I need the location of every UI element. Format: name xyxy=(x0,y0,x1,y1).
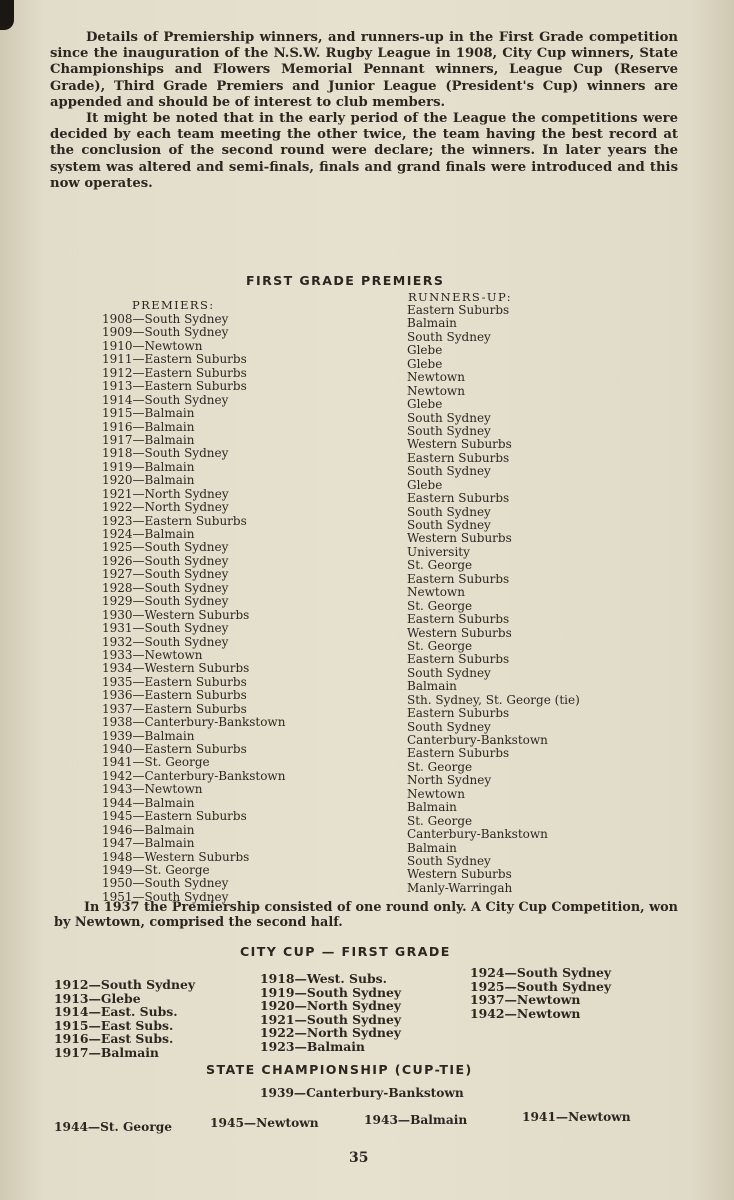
runner-up-entry: Glebe xyxy=(407,477,443,492)
premier-entry: 1948—Western Suburbs xyxy=(102,849,250,864)
premier-entry: 1930—Western Suburbs xyxy=(102,607,250,622)
city-cup-entry: 1918—West. Subs. xyxy=(260,971,387,986)
premier-entry: 1940—Eastern Suburbs xyxy=(102,742,247,756)
city-cup-entry: 1922—North Sydney xyxy=(260,1025,401,1040)
premiers-list xyxy=(102,313,285,904)
premiers-column-label: PREMIERS: xyxy=(132,298,215,312)
runner-up-entry: St. George xyxy=(407,638,473,653)
premier-entry: 1946—Balmain xyxy=(102,822,195,837)
runner-up-entry: Eastern Suburbs xyxy=(407,706,510,721)
city-cup-column-3 xyxy=(470,966,611,1020)
state-championship-entry: 1943—Balmain xyxy=(364,1113,468,1127)
note-text: In 1937 the Premiership consisted of one round only. A City Cup Competition, won by Newtown, comprised the second half. xyxy=(54,900,678,930)
city-cup-entry: 1920—North Sydney xyxy=(260,998,401,1013)
premier-entry: 1909—South Sydney xyxy=(102,325,229,340)
premier-entry: 1922—North Sydney xyxy=(102,500,229,515)
city-cup-entry: 1925—South Sydney xyxy=(470,978,612,994)
premier-entry: 1908—South Sydney xyxy=(102,312,229,326)
runner-up-entry: North Sydney xyxy=(407,773,492,788)
city-cup-column-2 xyxy=(260,972,401,1053)
premier-entry: 1945—Eastern Suburbs xyxy=(102,809,247,824)
runner-up-entry: University xyxy=(407,544,470,559)
city-cup-entry: 1915—East Subs. xyxy=(54,1017,174,1033)
runner-up-entry: South Sydney xyxy=(407,518,491,532)
city-cup-entry: 1921—South Sydney xyxy=(260,1011,402,1027)
premier-entry: 1941—St. George xyxy=(102,755,210,770)
city-cup-entry: 1912—South Sydney xyxy=(54,977,196,992)
premier-entry: 1943—Newtown xyxy=(102,782,203,797)
premier-entry: 1937—Eastern Suburbs xyxy=(102,701,247,716)
runner-up-entry: Newtown xyxy=(407,786,465,801)
runner-up-entry: Eastern Suburbs xyxy=(407,652,510,667)
premier-entry: 1921—North Sydney xyxy=(102,486,229,501)
premier-entry: 1950—South Sydney xyxy=(102,876,229,891)
runner-up-entry: Sth. Sydney, St. George (tie) xyxy=(407,692,580,707)
note-1937 xyxy=(54,900,678,930)
intro-text xyxy=(50,30,678,192)
runner-up-entry: Balmain xyxy=(407,840,457,855)
page-number: 35 xyxy=(349,1150,369,1166)
city-cup-heading: CITY CUP — FIRST GRADE xyxy=(240,944,451,959)
premier-entry: 1911—Eastern Suburbs xyxy=(102,352,247,367)
premier-entry: 1944—Balmain xyxy=(102,795,195,810)
state-championship-1939: 1939—Canterbury-Bankstown xyxy=(260,1086,464,1100)
intro-paragraph-1: Details of Premiership winners, and runners-up in the First Grade competition since the inauguration of the N.S.W. Rugby League in 1908, City Cup winners, State Championships and Flowers Memorial Pennant winners, League Cup (Reserve Grade), Third Grade Premiers and Junior League (President's Cup) winners are appended and should be of interest to club members. xyxy=(50,30,678,110)
premier-entry: 1949—St. George xyxy=(102,862,210,877)
runner-up-entry: Eastern Suburbs xyxy=(407,491,510,506)
premier-entry: 1916—Balmain xyxy=(102,419,195,434)
premier-entry: 1931—South Sydney xyxy=(102,621,229,636)
premier-entry: 1928—South Sydney xyxy=(102,580,229,595)
runner-up-entry: South Sydney xyxy=(407,423,491,438)
premier-entry: 1914—South Sydney xyxy=(102,392,229,407)
runner-up-entry: Balmain xyxy=(407,679,457,694)
runner-up-entry: South Sydney xyxy=(407,853,491,868)
premier-entry: 1933—Newtown xyxy=(102,647,203,662)
runner-up-entry: St. George xyxy=(407,759,473,774)
city-cup-entry: 1917—Balmain xyxy=(54,1044,159,1060)
premier-entry: 1947—Balmain xyxy=(102,836,195,851)
runner-up-entry: St. George xyxy=(407,558,473,573)
city-cup-entry: 1937—Newtown xyxy=(470,992,581,1007)
premier-entry: 1938—Canterbury-Bankstown xyxy=(102,715,286,730)
premier-entry: 1934—Western Suburbs xyxy=(102,661,250,676)
city-cup-entry: 1916—East Subs. xyxy=(54,1031,174,1046)
premier-entry: 1924—Balmain xyxy=(102,527,195,541)
premier-entry: 1939—Balmain xyxy=(102,728,195,743)
premier-entry: 1935—Eastern Suburbs xyxy=(102,674,247,689)
runner-up-entry: Western Suburbs xyxy=(407,867,512,882)
premier-entry: 1917—Balmain xyxy=(102,432,195,447)
city-cup-entry: 1942—Newtown xyxy=(470,1005,581,1021)
premier-entry: 1929—South Sydney xyxy=(102,594,229,609)
runner-up-entry: Western Suburbs xyxy=(407,625,512,640)
runner-up-entry: Balmain xyxy=(407,800,457,815)
runner-up-entry: Eastern Suburbs xyxy=(407,746,510,761)
state-championship-entry: 1941—Newtown xyxy=(522,1110,631,1124)
premier-entry: 1920—Balmain xyxy=(102,473,195,488)
premier-entry: 1925—South Sydney xyxy=(102,540,229,555)
runner-up-entry: Glebe xyxy=(407,343,443,358)
runner-up-entry: Western Suburbs xyxy=(407,531,512,546)
runner-up-entry: Canterbury-Bankstown xyxy=(407,733,548,747)
city-cup-entry: 1913—Glebe xyxy=(54,990,141,1006)
runners-up-list xyxy=(407,304,580,895)
premier-entry: 1919—Balmain xyxy=(102,459,195,474)
runner-up-entry: Newtown xyxy=(407,383,465,398)
premier-entry: 1912—Eastern Suburbs xyxy=(102,365,247,380)
premiers-heading: FIRST GRADE PREMIERS xyxy=(246,273,445,288)
runner-up-entry: South Sydney xyxy=(407,464,491,479)
premier-entry: 1951—South Sydney xyxy=(102,889,229,904)
city-cup-entry: 1924—South Sydney xyxy=(470,965,612,980)
runner-up-entry: Newtown xyxy=(407,585,465,600)
runner-up-entry: Balmain xyxy=(407,316,457,331)
runner-up-entry: Manly-Warringah xyxy=(407,880,513,895)
premier-entry: 1927—South Sydney xyxy=(102,567,229,582)
runners-up-column-label: RUNNERS-UP: xyxy=(408,290,513,304)
premier-entry: 1913—Eastern Suburbs xyxy=(102,379,247,394)
runner-up-entry: Glebe xyxy=(407,356,443,371)
premier-entry: 1932—South Sydney xyxy=(102,634,229,649)
runner-up-entry: St. George xyxy=(407,598,473,613)
city-cup-column-1 xyxy=(54,978,195,1059)
runner-up-entry: St. George xyxy=(407,813,473,828)
city-cup-entry: 1923—Balmain xyxy=(260,1038,365,1054)
runner-up-entry: Eastern Suburbs xyxy=(407,571,510,586)
state-championship-entry: 1944—St. George xyxy=(54,1120,173,1134)
runner-up-entry: Glebe xyxy=(407,397,443,412)
runner-up-entry: Canterbury-Bankstown xyxy=(407,827,548,842)
runner-up-entry: Newtown xyxy=(407,370,465,385)
premier-entry: 1926—South Sydney xyxy=(102,553,229,568)
premier-entry: 1918—South Sydney xyxy=(102,446,229,461)
premier-entry: 1923—Eastern Suburbs xyxy=(102,513,247,528)
premier-entry: 1910—Newtown xyxy=(102,338,203,353)
runner-up-entry: South Sydney xyxy=(407,719,491,734)
runner-up-entry: Western Suburbs xyxy=(407,437,512,452)
premier-entry: 1942—Canterbury-Bankstown xyxy=(102,768,286,783)
runner-up-entry: Eastern Suburbs xyxy=(407,303,510,317)
intro-paragraph-2: It might be noted that in the early period of the League the competitions were decided by each team meeting the other twice, the team having the best record at the conclusion of the second round were declare; the winners. In later years the system was altered and semi-finals, finals and grand finals were introduced and this now operates. xyxy=(50,111,678,191)
premier-entry: 1936—Eastern Suburbs xyxy=(102,688,247,703)
city-cup-entry: 1914—East. Subs. xyxy=(54,1004,178,1019)
runner-up-entry: South Sydney xyxy=(407,665,491,680)
runner-up-entry: South Sydney xyxy=(407,504,491,519)
state-championship-heading: STATE CHAMPIONSHIP (CUP-TIE) xyxy=(206,1062,473,1077)
runner-up-entry: Eastern Suburbs xyxy=(407,612,510,627)
premier-entry: 1915—Balmain xyxy=(102,406,195,421)
runner-up-entry: South Sydney xyxy=(407,329,491,344)
page-edge-mark xyxy=(0,0,14,30)
state-championship-entry: 1945—Newtown xyxy=(210,1116,319,1130)
city-cup-entry: 1919—South Sydney xyxy=(260,984,402,1000)
runner-up-entry: South Sydney xyxy=(407,410,491,425)
runner-up-entry: Eastern Suburbs xyxy=(407,450,510,465)
